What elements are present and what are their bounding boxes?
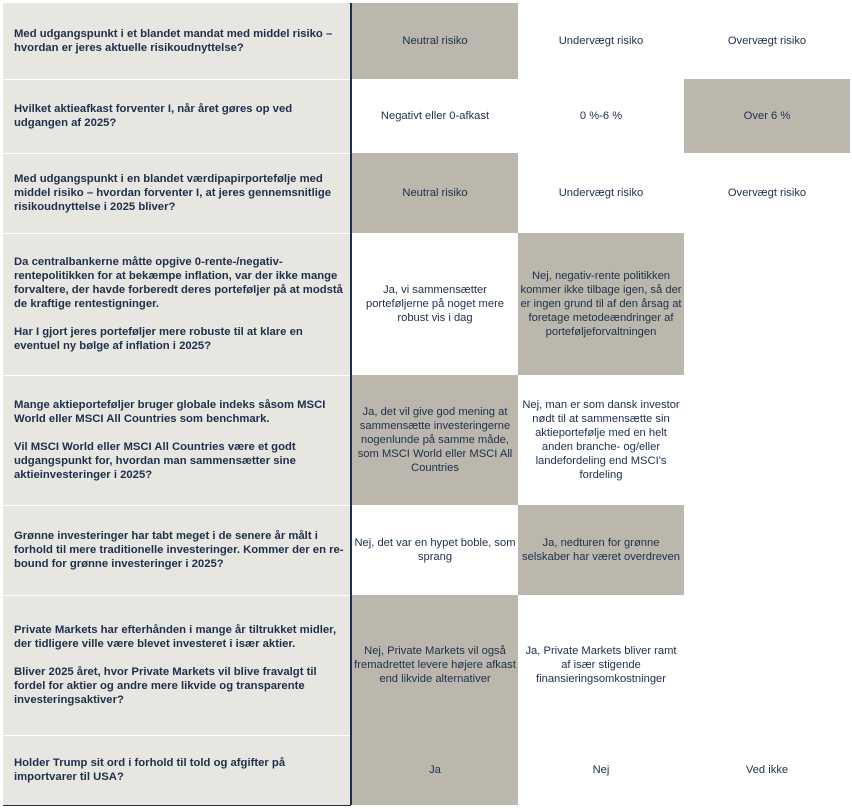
answer-text: Neutral risiko <box>402 187 468 199</box>
answer-cell <box>518 3 684 79</box>
question-cell <box>3 735 350 805</box>
answer-text: Negativt eller 0-afkast <box>380 110 490 122</box>
answer-cell <box>352 79 518 153</box>
frame-bottom-border <box>3 805 351 806</box>
question-text: Hvilket aktieafkast forventer I, når året gøres op ved udgangen af 2025? <box>14 103 293 129</box>
question-cell <box>3 375 350 505</box>
question-text: Private Markets har efterhånden i mange år tiltrukket midler, der tidligere ville være blevet investeret i især aktier. <box>14 624 337 650</box>
answer-text: Ved ikke <box>745 764 789 776</box>
table-row <box>3 375 850 505</box>
question-text: Da centralbankerne måtte opgive 0-rente-/negativ-rentepolitikken for at bekæmpe inflation, var der ikke mange forvaltere, der havde forberedt deres porteføljer på at modstå de kraftige rentestigninger. <box>14 256 343 310</box>
answer-cell <box>684 505 850 595</box>
answer-text: Nej, det var en hypet boble, som sprang <box>354 537 516 563</box>
answer-cell <box>684 153 850 233</box>
answer-cell-selected <box>684 79 850 153</box>
answer-cell-selected <box>518 505 684 595</box>
answer-cell <box>352 233 518 375</box>
question-cell <box>3 79 350 153</box>
answer-cell <box>684 735 850 805</box>
answer-cell <box>518 735 684 805</box>
answer-cell <box>518 153 684 233</box>
answer-cell <box>684 595 850 735</box>
answer-text: Over 6 % <box>743 110 791 122</box>
answer-text: Neutral risiko <box>402 35 468 47</box>
table-row <box>3 595 850 735</box>
answer-text: Overvægt risiko <box>727 187 807 199</box>
table-row <box>3 505 850 595</box>
answer-cell <box>518 595 684 735</box>
answer-cell <box>684 233 850 375</box>
answer-cell <box>352 505 518 595</box>
answer-text: Ja <box>429 764 441 776</box>
answer-text: Ja, det vil give god mening at sammensætte investeringerne nogenlunde på samme måde, som MSCI World eller MSCI All Countries <box>357 406 513 474</box>
table-row <box>3 735 850 805</box>
answer-text: Ja, nedturen for grønne selskaber har været overdreven <box>522 537 680 563</box>
question-text: Bliver 2025 året, hvor Private Markets vil blive fravalgt til fordel for aktier og andre mere likvide og transparente investeringsaktiver? <box>14 666 317 706</box>
answer-text: Ja, Private Markets bliver ramt af især stigende finansieringsomkostninger <box>525 645 677 685</box>
answer-text: 0 %-6 % <box>579 110 623 122</box>
survey-table <box>3 3 850 805</box>
question-text: Mange aktieporteføljer bruger globale indeks såsom MSCI World eller MSCI All Countries som benchmark. <box>14 399 326 425</box>
question-text: Med udgangspunkt i et blandet mandat med middel risiko – hvordan er jeres aktuelle risikoudnyttelse? <box>14 27 333 54</box>
answer-text: Nej, Private Markets vil også fremadrettet levere højere afkast end likvide alternativer <box>354 645 516 685</box>
answer-cell-selected <box>518 233 684 375</box>
question-text: Har I gjort jeres porteføljer mere robuste til at klare en eventuel ny bølge af inflation i 2025? <box>14 326 303 352</box>
question-cell <box>3 595 350 735</box>
answer-cell <box>684 375 850 505</box>
question-cell <box>3 505 350 595</box>
question-cell <box>3 153 350 233</box>
table-row <box>3 153 850 233</box>
table-row <box>3 79 850 153</box>
answer-cell-selected <box>352 735 518 805</box>
question-text: Vil MSCI World eller MSCI All Countries være et godt udgangspunkt for, hvordan man sammensætter sine aktieinvesteringer i 2025? <box>14 441 296 481</box>
answer-cell <box>518 79 684 153</box>
answer-text: Undervægt risiko <box>558 187 644 199</box>
answer-text: Ja, vi sammensætter porteføljerne på noget mere robust vis i dag <box>365 284 505 324</box>
question-cell <box>3 233 350 375</box>
table-row <box>3 233 850 375</box>
answer-text: Nej <box>592 764 610 776</box>
answer-cell <box>684 3 850 79</box>
table-row <box>3 3 850 79</box>
question-cell <box>3 3 350 79</box>
answer-cell-selected <box>352 595 518 735</box>
question-text: Holder Trump sit ord i forhold til told og afgifter på importvarer til USA? <box>14 757 286 784</box>
answer-text: Undervægt risiko <box>558 35 644 47</box>
answer-text: Nej, negativ-rente politikken kommer ikke tilbage igen, så der er ingen grund til af den årsag at foretage metodeændringer af porteføljeforvaltningen <box>520 270 682 338</box>
answer-text: Overvægt risiko <box>727 35 807 47</box>
answer-cell-selected <box>352 3 518 79</box>
question-text: Med udgangspunkt i en blandet værdipapirportefølje med middel risiko – hvordan forventer I, at jeres gennemsnitlige risikoudnyttelse i 2025 bliver? <box>14 173 332 213</box>
question-text: Grønne investeringer har tabt meget i de senere år målt i forhold til mere traditionelle investeringer. Kommer der en re-bound for grønne investeringer i 2025? <box>14 530 344 570</box>
answer-text: Nej, man er som dansk investor nødt til at sammensætte sin aktieportefølje med en helt anden branche- og/eller landefordeling end MSCI's fordeling <box>522 399 680 481</box>
answer-cell-selected <box>352 153 518 233</box>
answer-cell <box>518 375 684 505</box>
answer-cell-selected <box>352 375 518 505</box>
